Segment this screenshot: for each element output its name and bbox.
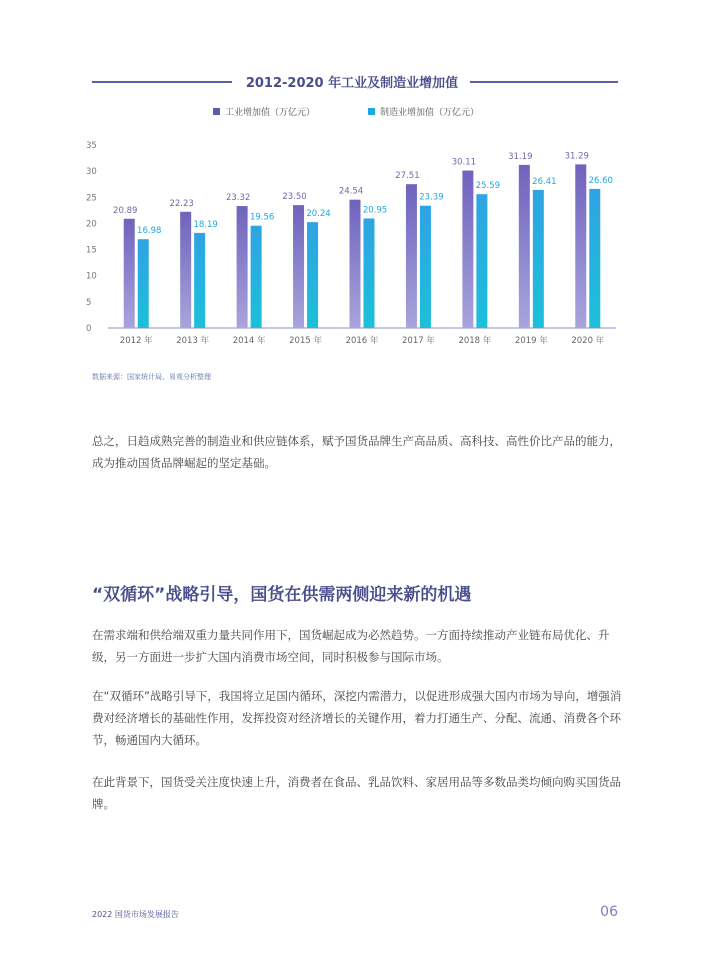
- data-label: 19.56: [249, 212, 275, 223]
- x-tick-label: 2015 年: [289, 336, 322, 346]
- bar-industry: [237, 206, 248, 328]
- legend-label-manufacturing: 制造业增加值（万亿元）: [380, 108, 480, 118]
- data-label: 27.51: [395, 171, 420, 182]
- data-label: 25.59: [475, 181, 501, 192]
- data-label: 20.95: [362, 205, 388, 216]
- chart-title: 2012-2020 年工业及制造业增加值: [245, 76, 459, 91]
- y-tick-label: 30: [86, 167, 97, 178]
- body-paragraph-3: 在此背景下，国货受关注度快速上升，消费者在食品、乳品饮料、家居用品等多数品类均倾向购买国货品牌。: [92, 775, 621, 811]
- y-tick-label: 35: [86, 141, 97, 151]
- x-tick-label: 2018 年: [458, 336, 492, 346]
- bar-manufacturing: [307, 222, 318, 328]
- data-source-note: 数据来源：国家统计局、易观分析整理: [92, 373, 211, 381]
- bar-manufacturing: [476, 194, 487, 328]
- bar-chart: [80, 135, 630, 355]
- bar-manufacturing: [251, 226, 262, 328]
- data-label: 23.50: [282, 192, 307, 203]
- bar-manufacturing: [589, 189, 600, 328]
- data-label: 26.60: [588, 175, 613, 186]
- title-divider-left: [92, 81, 232, 83]
- x-tick-label: 2014 年: [232, 336, 266, 346]
- data-label: 16.98: [137, 226, 162, 237]
- data-label: 31.29: [564, 151, 589, 162]
- data-label: 24.54: [338, 186, 364, 197]
- legend-item-industry: [213, 105, 315, 118]
- x-tick-label: 2017 年: [402, 336, 435, 346]
- summary-paragraph: 总之，日趋成熟完善的制造业和供应链体系，赋予国货品牌生产高品质、高科技、高性价比产品的能力，成为推动国货品牌崛起的坚定基础。: [92, 434, 621, 470]
- x-tick-label: 2019 年: [514, 336, 548, 346]
- bar-industry: [350, 200, 361, 328]
- data-label: 22.23: [169, 198, 194, 209]
- bar-industry: [462, 171, 473, 328]
- bar-manufacturing: [364, 218, 375, 328]
- body-paragraph-2: 在“双循环”战略引导下，我国将立足国内循环，深挖内需潜力，以促进形成强大国内市场为导向，增强消费对经济增长的基础性作用，发挥投资对经济增长的关键作用，着力打通生产、分配、流通、消费各个环节，畅通国内大循环。: [92, 689, 622, 747]
- x-tick-label: 2016 年: [345, 336, 379, 346]
- bar-industry: [519, 165, 530, 328]
- x-tick-label: 2012 年: [119, 336, 153, 346]
- data-label: 23.39: [419, 192, 444, 203]
- section-title: “双循环”战略引导，国货在供需两侧迎来新的机遇: [92, 585, 472, 605]
- legend-swatch-industry: [213, 108, 220, 115]
- bar-manufacturing: [194, 233, 205, 328]
- y-tick-label: 0: [86, 324, 92, 334]
- chart-legend: [0, 105, 710, 119]
- data-label: 30.11: [451, 157, 477, 168]
- y-tick-label: 5: [86, 297, 92, 308]
- data-label: 18.19: [193, 219, 218, 230]
- page-number: 06: [600, 904, 618, 920]
- y-tick-label: 25: [86, 193, 97, 204]
- x-tick-label: 2013 年: [176, 336, 210, 346]
- data-label: 20.24: [306, 209, 331, 220]
- y-tick-label: 15: [86, 245, 97, 256]
- data-label: 26.41: [532, 176, 557, 187]
- legend-item-manufacturing: [368, 105, 479, 118]
- body-paragraph-1: 在需求端和供给端双重力量共同作用下，国货崛起成为必然趋势。一方面持续推动产业链布局优化、升级，另一方面进一步扩大国内消费市场空间，同时积极参与国际市场。: [92, 628, 610, 664]
- x-tick-label: 2020 年: [571, 336, 605, 346]
- bar-industry: [293, 205, 304, 328]
- legend-label-industry: 工业增加值（万亿元）: [225, 108, 316, 118]
- y-tick-label: 10: [86, 271, 97, 282]
- legend-swatch-manufacturing: [368, 108, 375, 115]
- footer-report-title: 2022 国货市场发展报告: [92, 910, 179, 919]
- data-label: 20.89: [113, 205, 138, 216]
- bar-industry: [406, 184, 417, 328]
- bar-industry: [180, 212, 191, 328]
- bar-industry: [124, 219, 135, 328]
- bar-industry: [575, 164, 586, 328]
- data-label: 23.32: [225, 193, 251, 204]
- bar-manufacturing: [533, 190, 544, 328]
- chart-title-row: [92, 72, 618, 92]
- bar-manufacturing: [420, 206, 431, 328]
- bar-manufacturing: [138, 239, 149, 328]
- data-label: 31.19: [508, 151, 533, 162]
- y-tick-label: 20: [86, 219, 97, 230]
- title-divider-right: [470, 81, 618, 83]
